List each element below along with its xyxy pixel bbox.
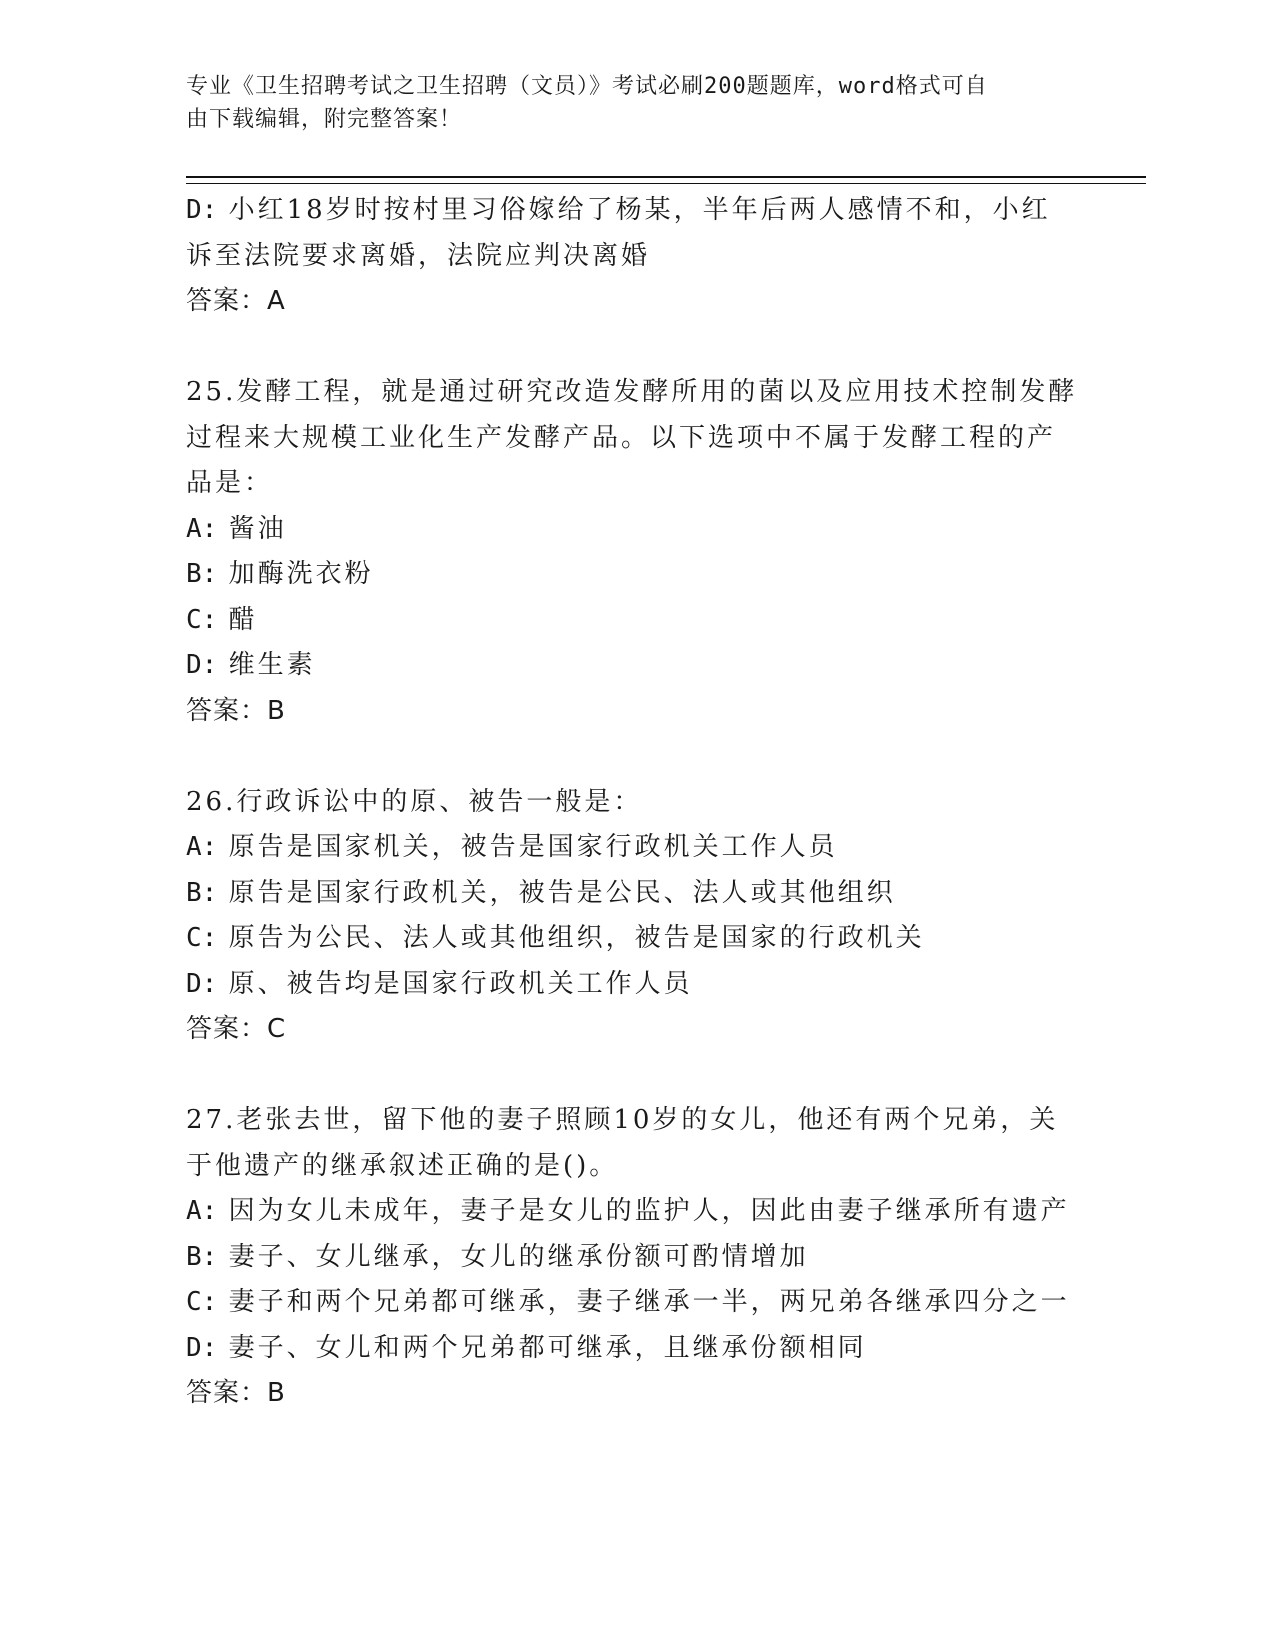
option-b xyxy=(186,871,1066,917)
question-stem-line: 于他遗产的继承叙述正确的是()。 xyxy=(186,1150,619,1181)
option-text: 小红18岁时按村里习俗嫁给了杨某，半年后两人感情不和，小红 xyxy=(228,195,1051,225)
option-text: 维生素 xyxy=(228,650,316,680)
header-divider-thick xyxy=(186,176,1146,178)
question-stem-line: 25.发酵工程，就是通过研究改造发酵所用的菌以及应用技术控制发酵 xyxy=(186,377,1078,407)
option-letter: D: xyxy=(186,650,218,680)
option-letter: D: xyxy=(186,968,218,999)
option-letter: B: xyxy=(186,559,218,589)
option-text: 原告为公民、法人或其他组织，被告是国家的行政机关 xyxy=(228,923,925,953)
question-27 xyxy=(186,1098,1070,1417)
option-text: 妻子和两个兄弟都可继承，妻子继承一半，两兄弟各继承四分之一 xyxy=(228,1287,1070,1317)
answer-line: 答案：B xyxy=(186,695,286,726)
header-line-2: 由下载编辑，附完整答案！ xyxy=(186,107,463,132)
option-b xyxy=(186,1235,1066,1281)
option-letter: B: xyxy=(186,877,218,908)
option-d xyxy=(186,643,1066,689)
carryover-block xyxy=(186,188,1066,325)
answer-line: 答案：C xyxy=(186,1014,287,1044)
carryover-option-d xyxy=(186,188,1066,234)
option-a xyxy=(186,825,1066,871)
option-letter: D: xyxy=(186,1332,218,1363)
question-stem-line: 品是： xyxy=(186,468,274,498)
question-25 xyxy=(186,370,1078,734)
question-stem-line: 27.老张去世，留下他的妻子照顾10岁的女儿，他还有两个兄弟，关 xyxy=(186,1105,1059,1135)
question-content xyxy=(186,188,1078,1417)
option-text: 原、被告均是国家行政机关工作人员 xyxy=(228,968,693,999)
option-letter: A: xyxy=(186,832,218,862)
option-b xyxy=(186,552,1066,598)
option-text: 醋 xyxy=(228,604,258,635)
option-text: 酱油 xyxy=(228,513,287,544)
carryover-answer: 答案：A xyxy=(186,286,286,316)
option-text: 加酶洗衣粉 xyxy=(228,559,374,589)
page-header xyxy=(186,70,1066,136)
carryover-option-d-continued: 诉至法院要求离婚，法院应判决离婚 xyxy=(186,240,651,271)
option-text: 妻子、女儿和两个兄弟都可继承，且继承份额相同 xyxy=(228,1332,867,1363)
option-a xyxy=(186,1189,1070,1235)
option-a xyxy=(186,507,1066,553)
question-26 xyxy=(186,780,1066,1053)
option-letter: C: xyxy=(186,604,218,635)
option-letter: C: xyxy=(186,1287,218,1317)
option-text: 妻子、女儿继承，女儿的继承份额可酌情增加 xyxy=(228,1241,809,1272)
option-text: 因为女儿未成年，妻子是女儿的监护人，因此由妻子继承所有遗产 xyxy=(228,1196,1070,1226)
option-c xyxy=(186,1280,1070,1326)
option-text: 原告是国家行政机关，被告是公民、法人或其他组织 xyxy=(228,877,896,908)
header-line-1: 专业《卫生招聘考试之卫生招聘（文员）》考试必刷200题题库，word格式可自 xyxy=(186,74,988,99)
spacer xyxy=(186,1053,1066,1099)
option-letter: D: xyxy=(186,195,218,225)
answer-line: 答案：B xyxy=(186,1378,286,1408)
spacer xyxy=(186,325,1066,371)
option-d xyxy=(186,962,1066,1008)
option-d xyxy=(186,1326,1066,1372)
header-divider-thin xyxy=(186,183,1146,184)
option-c xyxy=(186,598,1066,644)
option-letter: B: xyxy=(186,1241,218,1272)
spacer xyxy=(186,734,1066,780)
option-letter: A: xyxy=(186,1196,218,1226)
question-stem-line: 过程来大规模工业化生产发酵产品。以下选项中不属于发酵工程的产 xyxy=(186,422,1057,453)
option-letter: A: xyxy=(186,513,218,544)
option-c xyxy=(186,916,1066,962)
option-text: 原告是国家机关，被告是国家行政机关工作人员 xyxy=(228,832,838,862)
option-letter: C: xyxy=(186,923,218,953)
question-stem-line: 26.行政诉讼中的原、被告一般是： xyxy=(186,786,643,817)
